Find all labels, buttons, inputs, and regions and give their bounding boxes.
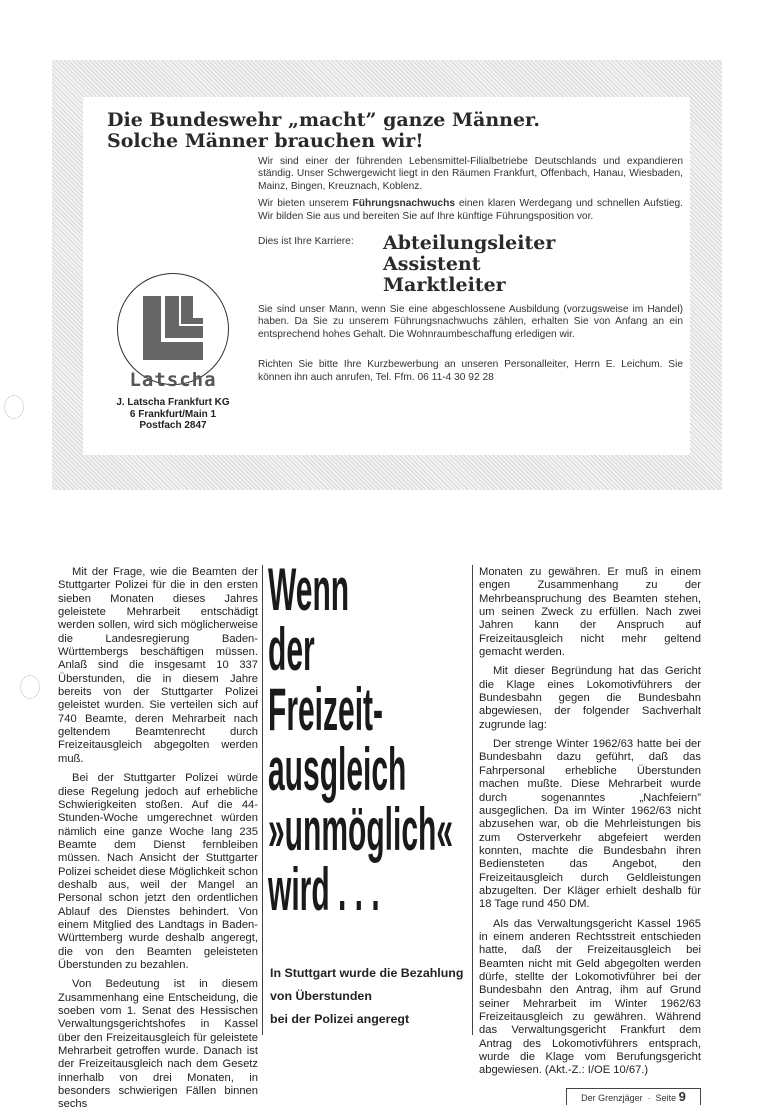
page-number: 9	[678, 1088, 686, 1104]
career-section	[258, 233, 683, 296]
headline-line: Freizeit-	[268, 676, 384, 743]
ad-headline	[107, 110, 540, 152]
career-list	[383, 233, 555, 296]
subheadline-line: bei der Polizei angeregt	[270, 1012, 410, 1026]
advertisement	[83, 97, 690, 455]
punch-hole	[4, 395, 24, 419]
article-headline	[268, 560, 468, 920]
ad-requirements: Sie sind unser Mann, wenn Sie eine abgeschlossene Ausbildung (vorzugsweise im Handel) haben. Da Sie zu unserem Führungsnachwuchs zählen, erhalten Sie von Anfang an ein entsprechend hohes Gehalt. Die Wohnraumbeschaffung erledigen wir.	[258, 304, 683, 340]
article-column-left	[58, 566, 258, 1118]
paragraph: Monaten zu gewähren. Er muß in einem engen Zusammenhang zu der Mehrbeanspruchung des Beamten stehen, um seinen Zweck zu erfüllen. Nach zwei Jahren kann der Anspruch auf Freizeitausgleich nicht mehr geltend gemacht werden.	[479, 566, 701, 659]
company-address	[103, 397, 243, 432]
article-subheadline	[270, 962, 468, 1031]
paragraph: Als das Verwaltungsgericht Kassel 1965 in einem anderen Rechtsstreit entschieden hatte, daß der Freizeitausgleich bei Beamten nicht mit Geld abgegolten werden dürfe, stellte der Lokomotivführer bei der Bundesbahn den Antrag, ihm auf Grund seiner Mehrarbeit im Winter 1962/63 Freizeitausgleich zu gewähren. Während das Verwaltungsgericht Frankfurt dem Antrag des Lokomotivführers entsprach, wurde die Klage vom Berufungsgericht abgewiesen. (Akt.-Z.: I/OE 10/67.)	[479, 917, 701, 1077]
ad-contact: Richten Sie bitte Ihre Kurzbewerbung an unseren Personalleiter, Herrn E. Leichum. Sie können ihn auch anrufen, Tel. Ffm. 06 11-4 30 92 28	[258, 359, 683, 383]
headline-line: »unmöglich«	[268, 796, 454, 863]
page-label: Seite	[655, 1092, 677, 1103]
offer-text: einen klaren Werdegang und schnellen Aufstieg. Wir bilden Sie aus und bereiten Sie auf Ihre künftige Führungsposition vor.	[258, 198, 683, 222]
paragraph: Von Bedeutung ist in diesem Zusammenhang eine Entscheidung, die soeben vom 1. Senat des Hessischen Verwaltungsgerichtshofes in Kassel über den Freizeitausgleich für geleistete Mehrarbeit getroffen wurde. Danach ist der Freizeitausgleich nach dem Gesetz innerhalb von drei Monaten, in besonders schwierigen Fällen binnen sechs	[58, 978, 258, 1111]
publication-name: Der Grenzjäger	[581, 1092, 643, 1103]
headline-line: der	[268, 616, 315, 683]
paragraph: Der strenge Winter 1962/63 hatte bei der Bundesbahn dazu geführt, daß das Fahrpersonal erhebliche Überstunden machen mußte. Diese Mehrarbeit wurde durch sogenanntes „Nachfeiern” ausgeglichen. Da im Winter 1962/63 nicht abzusehen war, ob die Mehrleistungen bis zum Osterverkehr abgefeiert werden konnten, machte die Bundesbahn ihren Bediensteten das Angebot, den Freizeitausgleich durch Geldleistungen abzugelten. Der Kläger erhielt deshalb für 18 Tage rund 450 DM.	[479, 738, 701, 911]
offer-bold: Führungsnachwuchs	[352, 198, 455, 210]
column-rule	[262, 565, 263, 1035]
ad-body	[258, 156, 683, 389]
article-column-right	[479, 566, 701, 1084]
headline-line: Wenn	[268, 560, 350, 623]
paragraph: Mit der Frage, wie die Beamten der Stuttgarter Polizei für die in den ersten sieben Monaten dieses Jahres geleistete Mehrarbeit entschädigt werden sollen, wird sich möglicherweise die Landesregierung Baden-Württembergs beschäftigen müssen. Anlaß sind die insgesamt 10 337 Überstunden, die in diesem Jahre bereits von der Stuttgarter Polizei geleistet wurden. Sie verteilen sich auf 740 Beamte, deren Mehrarbeit nach geltendem Beamtenrecht durch Freizeitausgleich abgegolten werden muß.	[58, 566, 258, 765]
separator: ·	[647, 1092, 651, 1103]
subheadline-line: von Überstunden	[270, 989, 372, 1003]
logo-mark-icon	[118, 274, 228, 384]
offer-text: Wir bieten unserem	[258, 198, 353, 210]
address-line: 6 Frankfurt/Main 1	[129, 408, 217, 420]
career-item: Marktleiter	[383, 274, 506, 297]
ad-intro-text: Wir sind einer der führenden Lebensmittel-Filialbetriebe Deutschlands und expandieren ständig. Unser Schwergewicht liegt in den Räumen Frankfurt, Offenbach, Hanau, Wiesbaden, Mainz, Bingen, Kreuznach, Koblenz.	[258, 156, 683, 192]
logo-wordmark: Latscha	[129, 369, 217, 391]
headline-line: ausgleich	[268, 736, 407, 803]
ad-headline-line: Die Bundeswehr „macht” ganze Männer.	[107, 109, 540, 131]
page-footer	[566, 1088, 701, 1105]
headline-line: wird . . .	[268, 856, 380, 920]
career-item: Abteilungsleiter	[383, 232, 556, 255]
article-column-right-wrapper	[479, 566, 701, 1105]
ad-offer	[258, 198, 683, 223]
career-label: Dies ist Ihre Karriere:	[258, 236, 354, 248]
address-line: Postfach 2847	[139, 420, 207, 431]
column-rule	[472, 565, 473, 1035]
ad-headline-line: Solche Männer brauchen wir!	[107, 130, 424, 152]
subheadline-line: In Stuttgart wurde die Bezahlung	[270, 966, 464, 980]
paragraph: Bei der Stuttgarter Polizei würde diese Regelung jedoch auf erhebliche Schwierigkeiten stoßen. Auf die 44-Stunden-Woche umgerechnet würden nämlich eine ganze Woche lang 235 Beamte dem Dienst fernbleiben müssen. Nach Ansicht der Stuttgarter Polizei scheidet diese Möglichkeit schon deshalb aus, weil der Mangel an Personal schon jetzt den ordentlichen Ablauf des Dienstes behindert. Von einem Mitglied des Landtags in Baden-Württemberg wurde deshalb angeregt, die von den Beamten geleisteten Überstunden zu bezahlen.	[58, 772, 258, 971]
paragraph: Mit dieser Begründung hat das Gericht die Klage eines Lokomotivführers der Bundesbahn gegen die Bundesbahn abgewiesen, der folgender Sachverhalt zugrunde lag:	[479, 665, 701, 731]
address-line: J. Latscha Frankfurt KG	[116, 397, 230, 408]
punch-hole	[20, 675, 40, 699]
career-item: Assistent	[383, 253, 481, 276]
